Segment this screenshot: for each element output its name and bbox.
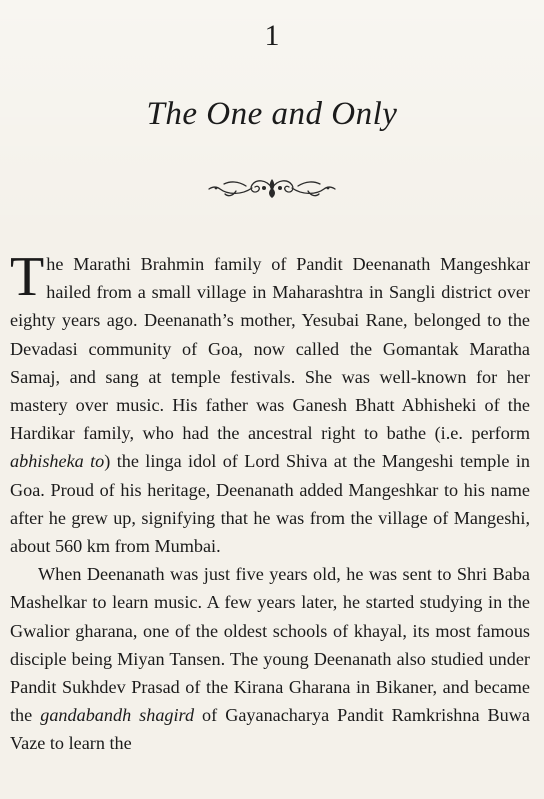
body-text — [10, 246, 530, 758]
paragraph-2-text-b: of Gayanacharya Pandit Ramkrishna Buwa Vaze to learn the — [10, 705, 530, 754]
chapter-number: 1 — [264, 19, 280, 52]
drop-cap: T — [10, 246, 45, 308]
paragraph-1-text-a: he Marathi Brahmin family of Pandit Deenanath Mangeshkar hailed from a small village in Maharashtra in Sangli district over eighty years ago. Deenanath’s mother, Yesubai Rane, belonged to the Devadasi community of Goa, now called the Gomantak Maratha Samaj, and sang at temple festivals. She was well-known for her mastery over music. His father was Ganesh Bhatt Abhisheki of the Hardikar family, who had the ancestral right to bathe (i.e. perform — [10, 254, 530, 444]
paragraph-2-italic: gandabandh shagird — [40, 705, 195, 726]
paragraph-1-italic: abhisheka to — [10, 451, 105, 472]
floral-divider-icon — [206, 175, 338, 201]
paragraph-2-text-a: When Deenanath was just five years old, he was sent to Shri Baba Mashelkar to learn music. A few years later, he started studying in the Gwalior gharana, one of the oldest schools of khayal, its most famous disciple being Miyan Tansen. The young Deenanath also studied under Pandit Sukhdev Prasad of the Kirana Gharana in Bikaner, and became the — [10, 564, 530, 726]
chapter-title: The One and Only — [146, 96, 398, 132]
paragraph-1-text-b: ) the linga idol of Lord Shiva at the Mangeshi temple in Goa. Proud of his heritage, Deenanath added Mangeshkar to his name after he grew up, signifying that he was from the village of Mangeshi, about 560 km from Mumbai. — [10, 451, 530, 557]
paragraph-1 — [10, 246, 530, 560]
paragraph-2 — [10, 560, 530, 757]
